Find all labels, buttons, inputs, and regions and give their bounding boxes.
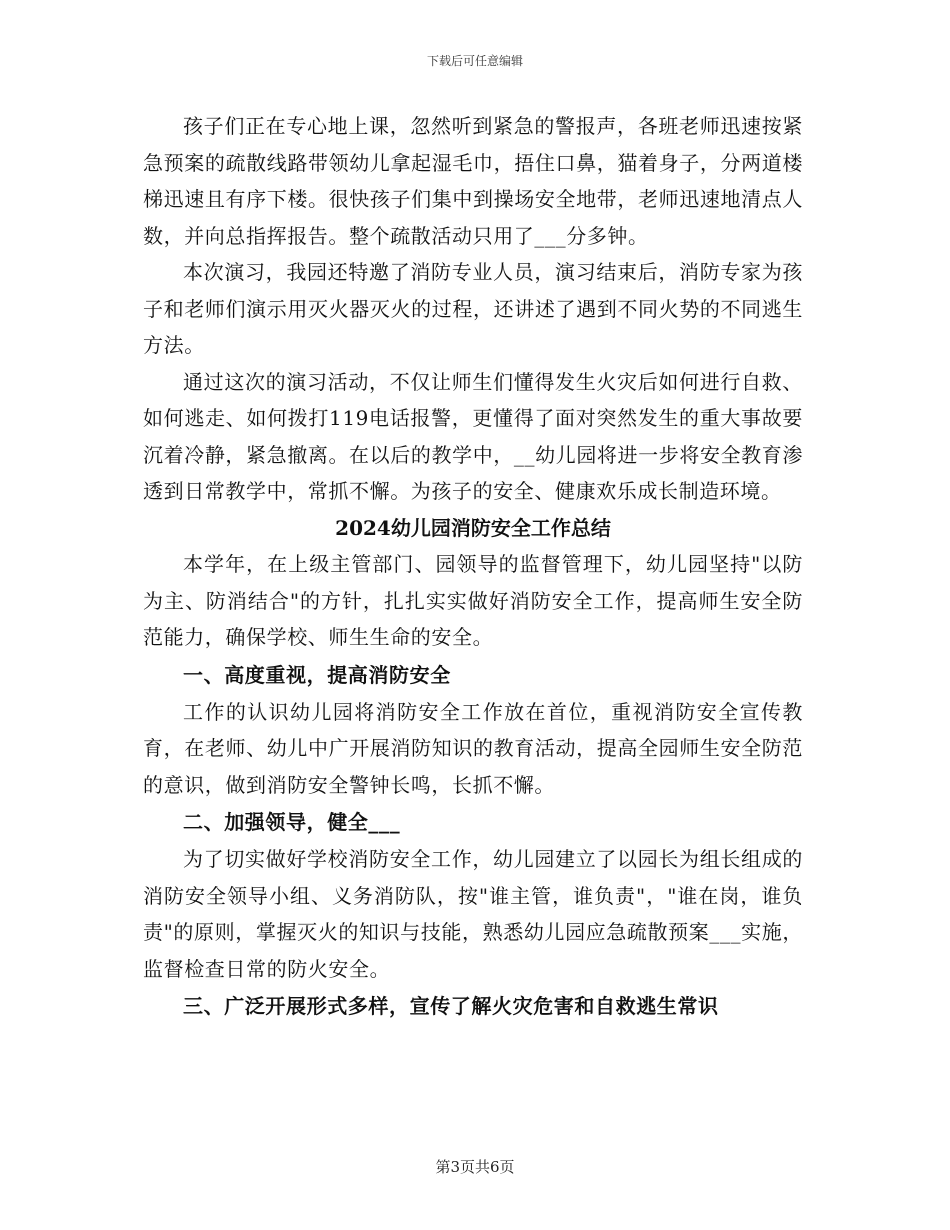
section-heading-3: 三、广泛开展形式多样，宣传了解火灾危害和自救逃生常识	[183, 994, 719, 1018]
document-body	[143, 108, 803, 1025]
paragraph-leadership: 为了切实做好学校消防安全工作，幼儿园建立了以园长为组长组成的消防安全领导小组、义务消防队，按"谁主管，谁负责"，"谁在岗，谁负责"的原则，掌握灭火的知识与技能，熟悉幼儿园应急疏散预案___实施，监督检查日常的防火安全。	[143, 847, 803, 981]
paragraph-drill-summary: 通过这次的演习活动，不仅让师生们懂得发生火灾后如何进行自救、如何逃走、如何拨打119电话报警，更懂得了面对突然发生的重大事故要沉着冷静，紧急撤离。在以后的教学中，__幼儿园将进一步将安全教育渗透到日常教学中，常抓不懈。为孩子的安全、健康欢乐成长制造环境。	[143, 369, 803, 503]
paragraph-awareness: 工作的认识幼儿园将消防安全工作放在首位，重视消防安全宣传教育，在老师、幼儿中广开展消防知识的教育活动，提高全园师生安全防范的意识，做到消防安全警钟长鸣，长抓不懈。	[143, 699, 803, 797]
section-heading-1: 一、高度重视，提高消防安全	[183, 662, 451, 687]
document-title: 2024幼儿园消防安全工作总结	[335, 515, 611, 540]
paragraph-intro: 本学年，在上级主管部门、园领导的监督管理下，幼儿园坚持"以防为主、防消结合"的方针，扎扎实实做好消防安全工作，提高师生安全防范能力，确保学校、师生生命的安全。	[143, 552, 803, 649]
section-heading-2: 二、加强领导，健全___	[183, 810, 401, 834]
paragraph-evacuation: 孩子们正在专心地上课，忽然听到紧急的警报声，各班老师迅速按紧急预案的疏散线路带领幼儿拿起湿毛巾，捂住口鼻，猫着身子，分两道楼梯迅速且有序下楼。很快孩子们集中到操场安全地带，老师迅速地清点人数，并向总指挥报告。整个疏散活动只用了___分多钟。	[143, 114, 803, 248]
page-header-note: 下载后可任意编辑	[426, 54, 523, 68]
paragraph-fire-experts: 本次演习，我园还特邀了消防专业人员，演习结束后，消防专家为孩子和老师们演示用灭火器灭火的过程，还讲述了遇到不同火势的不同逃生方法。	[143, 260, 803, 357]
page-number: 第3页共6页	[435, 1158, 515, 1176]
